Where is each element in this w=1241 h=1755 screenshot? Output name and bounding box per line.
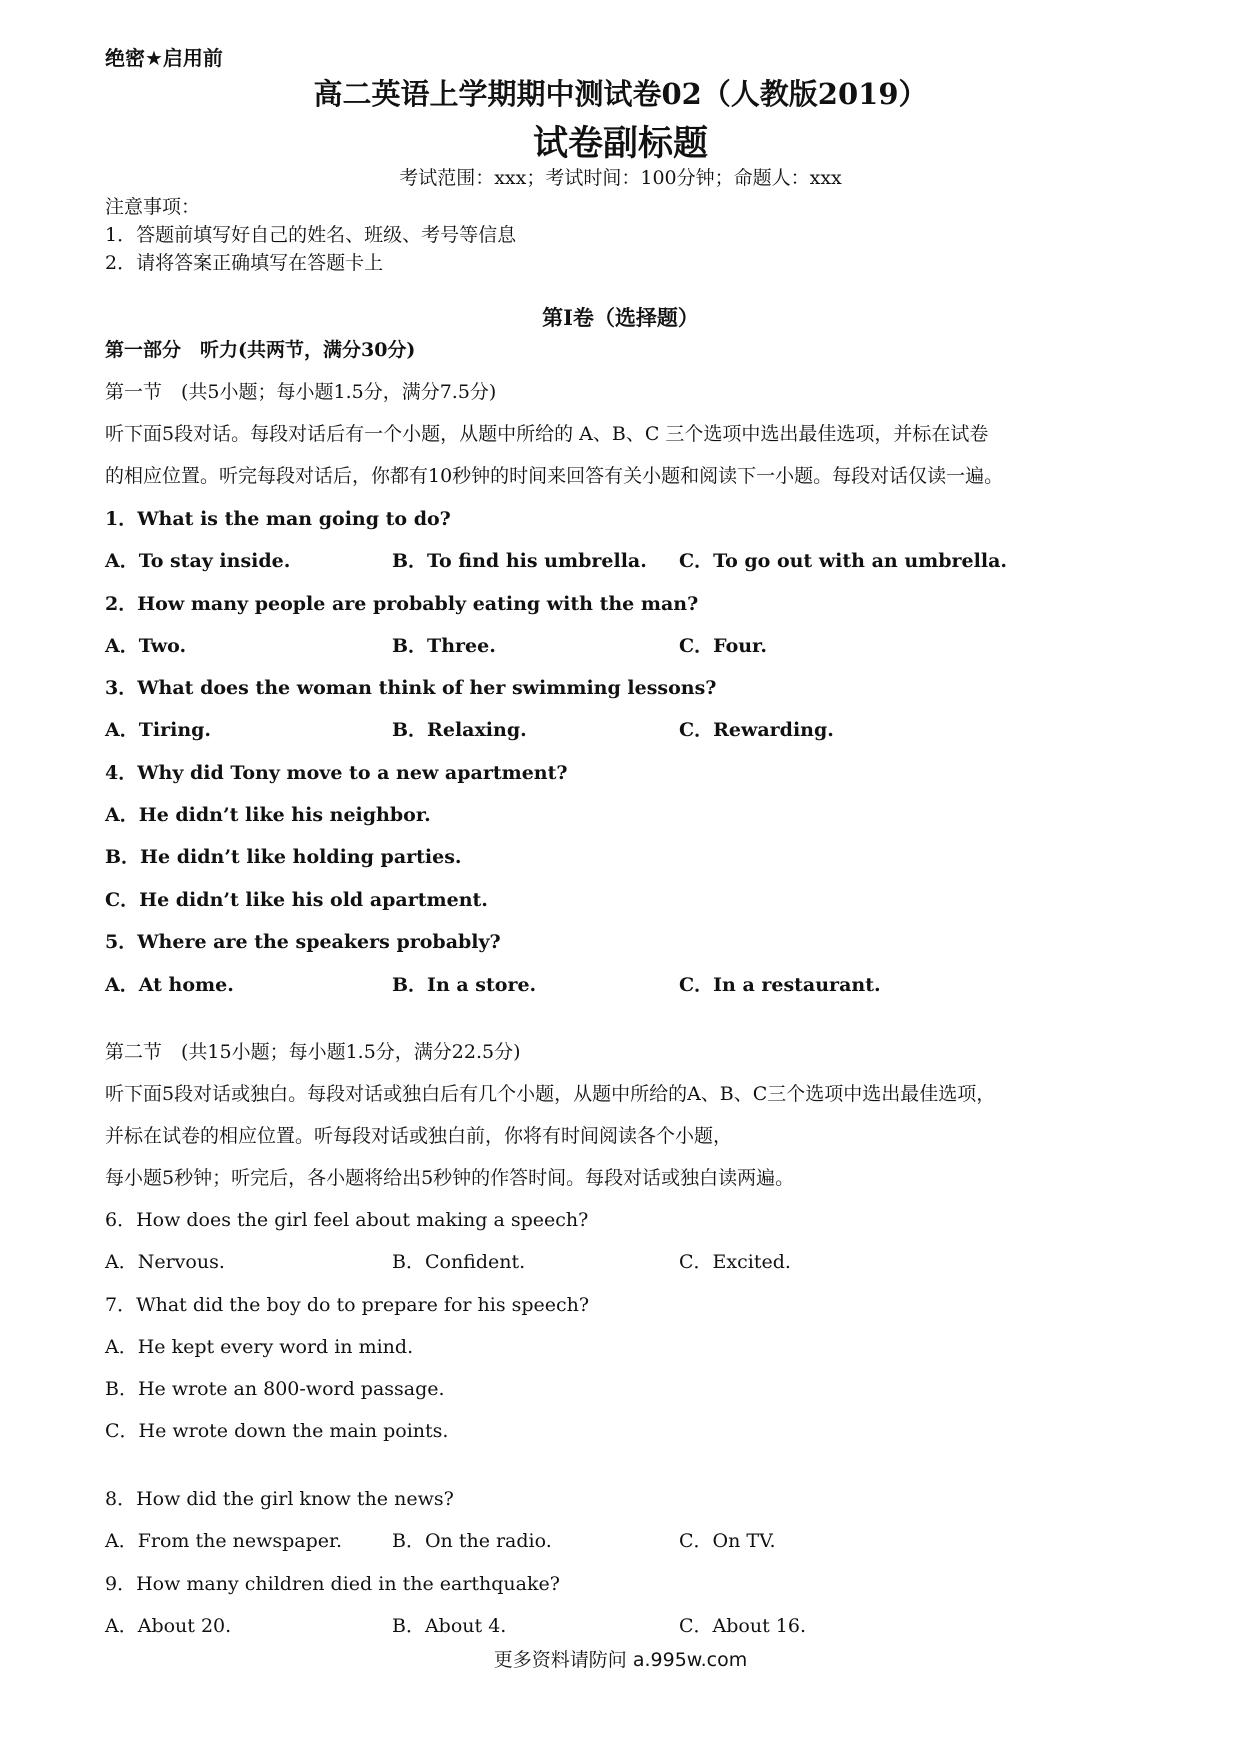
- question-text: 4．Why did Tony move to a new apartment?: [105, 762, 568, 784]
- section-heading: 第二节 (共15小题；每小题1.5分，满分22.5分): [105, 1041, 521, 1063]
- notes-heading: 注意事项：: [105, 196, 201, 218]
- option-c: C．He didn’t like his old apartment.: [105, 889, 488, 911]
- option-a: A．From the newspaper.: [105, 1530, 343, 1552]
- section-heading: 第一节 (共5小题；每小题1.5分，满分7.5分): [105, 381, 497, 403]
- option-b: B．On the radio.: [392, 1530, 552, 1552]
- option-a: A．To stay inside.: [105, 550, 291, 572]
- section-instructions: 每小题5秒钟；听完后，各小题将给出5秒钟的作答时间。每段对话或独白读两遍。: [105, 1167, 795, 1189]
- part-heading: 第一部分 听力(共两节，满分30分): [105, 339, 416, 361]
- question-text: 1．What is the man going to do?: [105, 508, 451, 530]
- question-text: 8．How did the girl know the news?: [105, 1488, 454, 1510]
- volume-title: 第I卷（选择题）: [542, 305, 699, 330]
- option-a: A．He didn’t like his neighbor.: [105, 804, 431, 826]
- option-c: C．Rewarding.: [679, 719, 834, 741]
- option-c: C．To go out with an umbrella.: [679, 550, 1008, 572]
- secret-label: 绝密★启用前: [105, 46, 223, 70]
- option-b: B．He didn’t like holding parties.: [105, 846, 462, 868]
- question-text: 7．What did the boy do to prepare for his speech?: [105, 1294, 590, 1316]
- section-instructions: 听下面5段对话。每段对话后有一个小题，从题中所给的 A、B、C 三个选项中选出最佳选项，并标在试卷: [105, 423, 989, 445]
- exam-subtitle: 试卷副标题: [532, 124, 708, 164]
- option-b: B．Confident.: [392, 1251, 526, 1273]
- option-c: C．On TV.: [679, 1530, 776, 1552]
- option-b: B．In a store.: [392, 974, 537, 996]
- notes-item: 1．答题前填写好自己的姓名、班级、考号等信息: [105, 224, 517, 246]
- question-text: 2．How many people are probably eating with the man?: [105, 593, 699, 615]
- option-c: C．In a restaurant.: [679, 974, 881, 996]
- option-c: C．About 16.: [679, 1615, 806, 1637]
- option-b: B．To find his umbrella.: [392, 550, 647, 572]
- option-b: B．About 4.: [392, 1615, 507, 1637]
- option-c: C．Excited.: [679, 1251, 791, 1273]
- option-a: A．Tiring.: [105, 719, 212, 741]
- option-b: B．Relaxing.: [392, 719, 527, 741]
- option-c: C．Four.: [679, 635, 767, 657]
- option-b: B．He wrote an 800-word passage.: [105, 1378, 445, 1400]
- exam-info: 考试范围：xxx；考试时间：100分钟；命题人：xxx: [399, 167, 842, 189]
- option-a: A．He kept every word in mind.: [105, 1336, 414, 1358]
- question-text: 9．How many children died in the earthquake?: [105, 1573, 560, 1595]
- question-text: 3．What does the woman think of her swimming lessons?: [105, 677, 717, 699]
- option-a: A．Nervous.: [105, 1251, 225, 1273]
- question-text: 6．How does the girl feel about making a speech?: [105, 1209, 589, 1231]
- option-c: C．He wrote down the main points.: [105, 1420, 449, 1442]
- exam-title: 高二英语上学期期中测试卷02（人教版2019）: [313, 77, 928, 111]
- option-a: A．Two.: [105, 635, 187, 657]
- option-a: A．About 20.: [105, 1615, 232, 1637]
- section-instructions: 并标在试卷的相应位置。听每段对话或独白前，你将有时间阅读各个小题，: [105, 1125, 733, 1147]
- section-instructions: 的相应位置。听完每段对话后，你都有10秒钟的时间来回答有关小题和阅读下一小题。每段对话仅读一遍。: [105, 465, 1004, 487]
- option-a: A．At home.: [105, 974, 234, 996]
- option-b: B．Three.: [392, 635, 496, 657]
- section-instructions: 听下面5段对话或独白。每段对话或独白后有几个小题，从题中所给的A、B、C三个选项中选出最佳选项，: [105, 1083, 996, 1105]
- question-text: 5．Where are the speakers probably?: [105, 931, 501, 953]
- notes-item: 2．请将答案正确填写在答题卡上: [105, 252, 384, 274]
- footer-link[interactable]: 更多资料请防问 a.995w.com: [493, 1649, 748, 1671]
